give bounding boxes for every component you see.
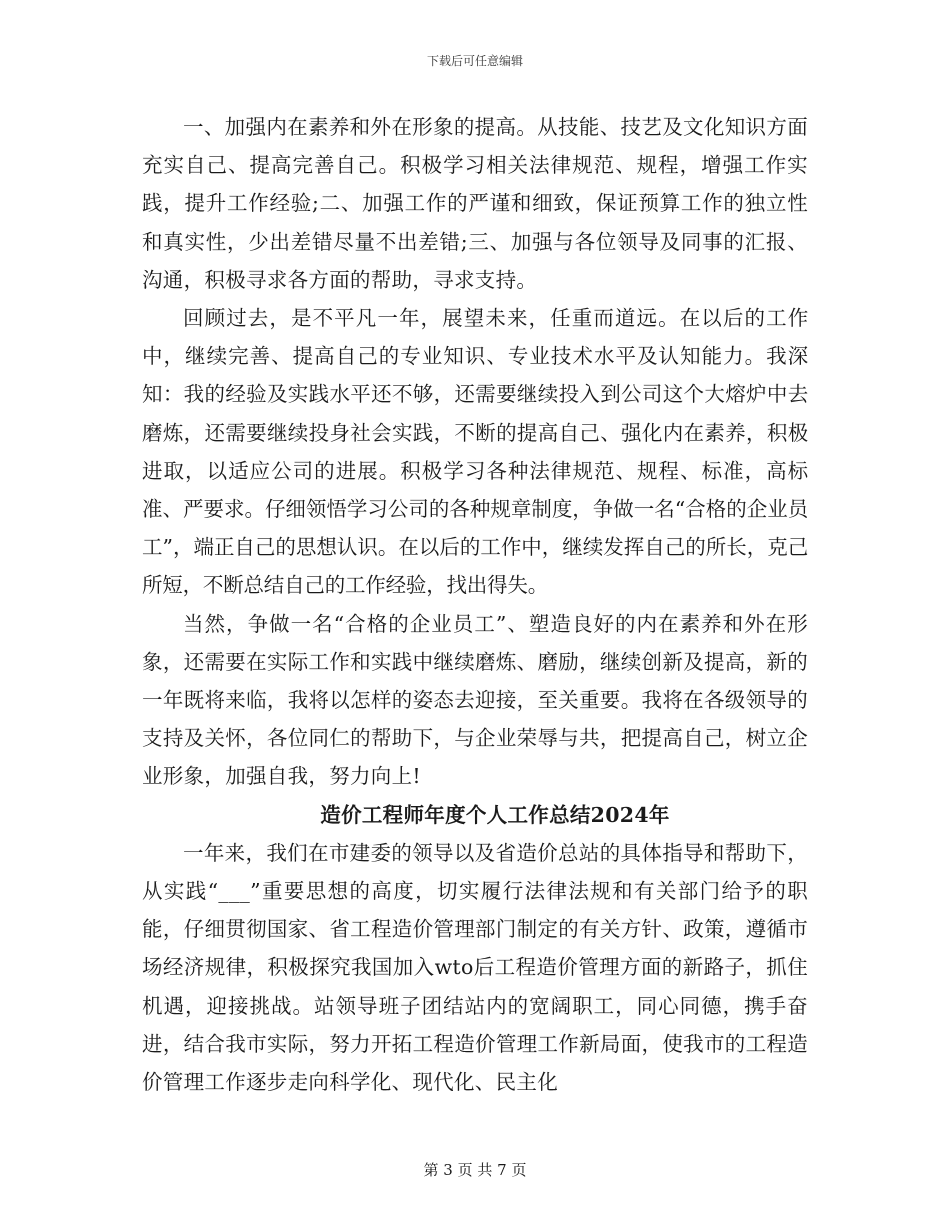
section-title: 造价工程师年度个人工作总结2024年 — [320, 802, 670, 827]
paragraph-3: 当然，争做一名“合格的企业员工”、塑造良好的内在素养和外在形象，还需要在实际工作和实践中继续磨炼、磨励，继续创新及提高，新的一年既将来临，我将以怎样的姿态去迎接，至关重要。我将在各级领导的支持及关怀，各位同仁的帮助下，与企业荣辱与共，把提高自己，树立企业形象，加强自我，努力向上! — [142, 611, 808, 789]
page-footer: 第 3 页 共 7 页 — [423, 1161, 527, 1179]
section-paragraph: 一年来，我们在市建委的领导以及省造价总站的具体指导和帮助下，从实践“___”重要思想的高度，切实履行法律法规和有关部门给予的职能，仔细贯彻国家、省工程造价管理部门制定的有关方针、政策，遵循市场经济规律，积极探究我国加入wto后工程造价管理方面的新路子，抓住机遇，迎接挑战。站领导班子团结站内的宽阔职工，同心同德，携手奋进，结合我市实际，努力开拓工程造价管理工作新局面，使我市的工程造价管理工作逐步走向科学化、现代化、民主化 — [142, 840, 808, 1095]
paragraph-2: 回顾过去，是不平凡一年，展望未来，任重而道远。在以后的工作中，继续完善、提高自己的专业知识、专业技术水平及认知能力。我深知：我的经验及实践水平还不够，还需要继续投入到公司这个大熔炉中去磨炼，还需要继续投身社会实践，不断的提高自己、强化内在素养，积极进取，以适应公司的进展。积极学习各种法律规范、规程、标准，高标准、严要求。仔细领悟学习公司的各种规章制度，争做一名“合格的企业员工”，端正自己的思想认识。在以后的工作中，继续发挥自己的所长，克己所短，不断总结自己的工作经验，找出得失。 — [142, 306, 808, 598]
page-header: 下载后可任意编辑 — [426, 54, 523, 68]
document-body — [142, 108, 808, 1101]
paragraph-1: 一、加强内在素养和外在形象的提高。从技能、技艺及文化知识方面充实自己、提高完善自己。积极学习相关法律规范、规程，增强工作实践，提升工作经验;二、加强工作的严谨和细致，保证预算工作的独立性和真实性，少出差错尽量不出差错;三、加强与各位领导及同事的汇报、沟通，积极寻求各方面的帮助，寻求支持。 — [142, 115, 808, 292]
